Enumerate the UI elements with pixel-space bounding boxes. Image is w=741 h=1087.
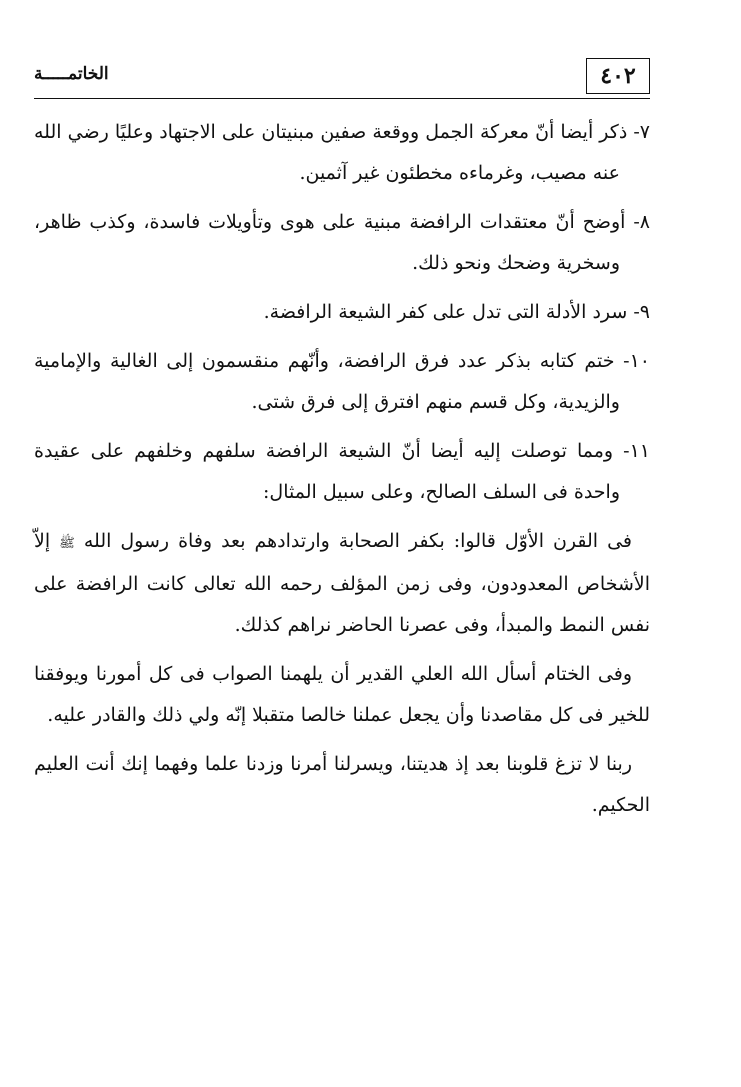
header-rule xyxy=(34,98,650,99)
paragraph-text: إلاّ الأشخاص المعدودون، وفى زمن المؤلف رحمه الله تعالى كانت الرافضة على نفس النمط والمبدأ، وفى عصرنا الحاضر نراهم كذلك. xyxy=(34,530,650,636)
item-number: ٧- xyxy=(633,121,651,143)
salutation-mark: ﷺ xyxy=(59,536,75,551)
item-text: ختم كتابه بذكر عدد فرق الرافضة، وأنّهم منقسمون إلى الغالية والإمامية والزيدية، وكل قسم منهم افترق إلى فرق شتى. xyxy=(34,350,620,413)
list-item xyxy=(34,292,650,333)
paragraph-first-century xyxy=(34,521,650,646)
item-text: سرد الأدلة التى تدل على كفر الشيعة الرافضة. xyxy=(263,301,628,323)
paragraph-closing: وفى الختام أسأل الله العلي القدير أن يلهمنا الصواب فى كل أمورنا ويوفقنا للخير فى كل مقاصدنا وأن يجعل عملنا خالصا متقبلا إنّه ولي ذلك والقادر عليه. xyxy=(34,663,650,726)
item-text: أوضح أنّ معتقدات الرافضة مبنية على هوى وتأويلات فاسدة، وكذب ظاهر، وسخرية وضحك ونحو ذلك. xyxy=(34,211,626,274)
list-item xyxy=(34,112,650,194)
paragraph-text: فى القرن الأوّل قالوا: بكفر الصحابة وارتدادهم بعد وفاة رسول الله xyxy=(83,530,632,552)
list-item xyxy=(34,431,650,513)
page-header xyxy=(34,58,650,100)
paragraph-prayer: ربنا لا تزغ قلوبنا بعد إذ هديتنا، ويسرلنا أمرنا وزدنا علما وفهما إنك أنت العليم الحكيم. xyxy=(34,753,650,816)
item-number: ١١- xyxy=(623,440,650,462)
list-item xyxy=(34,341,650,423)
list-item xyxy=(34,202,650,284)
item-number: ٩- xyxy=(633,301,650,323)
item-text: ومما توصلت إليه أيضا أنّ الشيعة الرافضة سلفهم وخلفهم على عقيدة واحدة فى السلف الصالح، وعلى سبيل المثال: xyxy=(34,440,620,503)
running-title: الخاتمـــــة xyxy=(34,64,109,84)
item-text: ذكر أيضا أنّ معركة الجمل ووقعة صفين مبنيتان على الاجتهاد وعليًا رضي الله عنه مصيب، وغرماءه مخطئون غير آثمين. xyxy=(34,121,628,184)
page-number: ٤٠٢ xyxy=(586,58,650,94)
page-body xyxy=(34,112,650,834)
item-number: ١٠- xyxy=(623,350,650,372)
item-number: ٨- xyxy=(633,211,650,233)
